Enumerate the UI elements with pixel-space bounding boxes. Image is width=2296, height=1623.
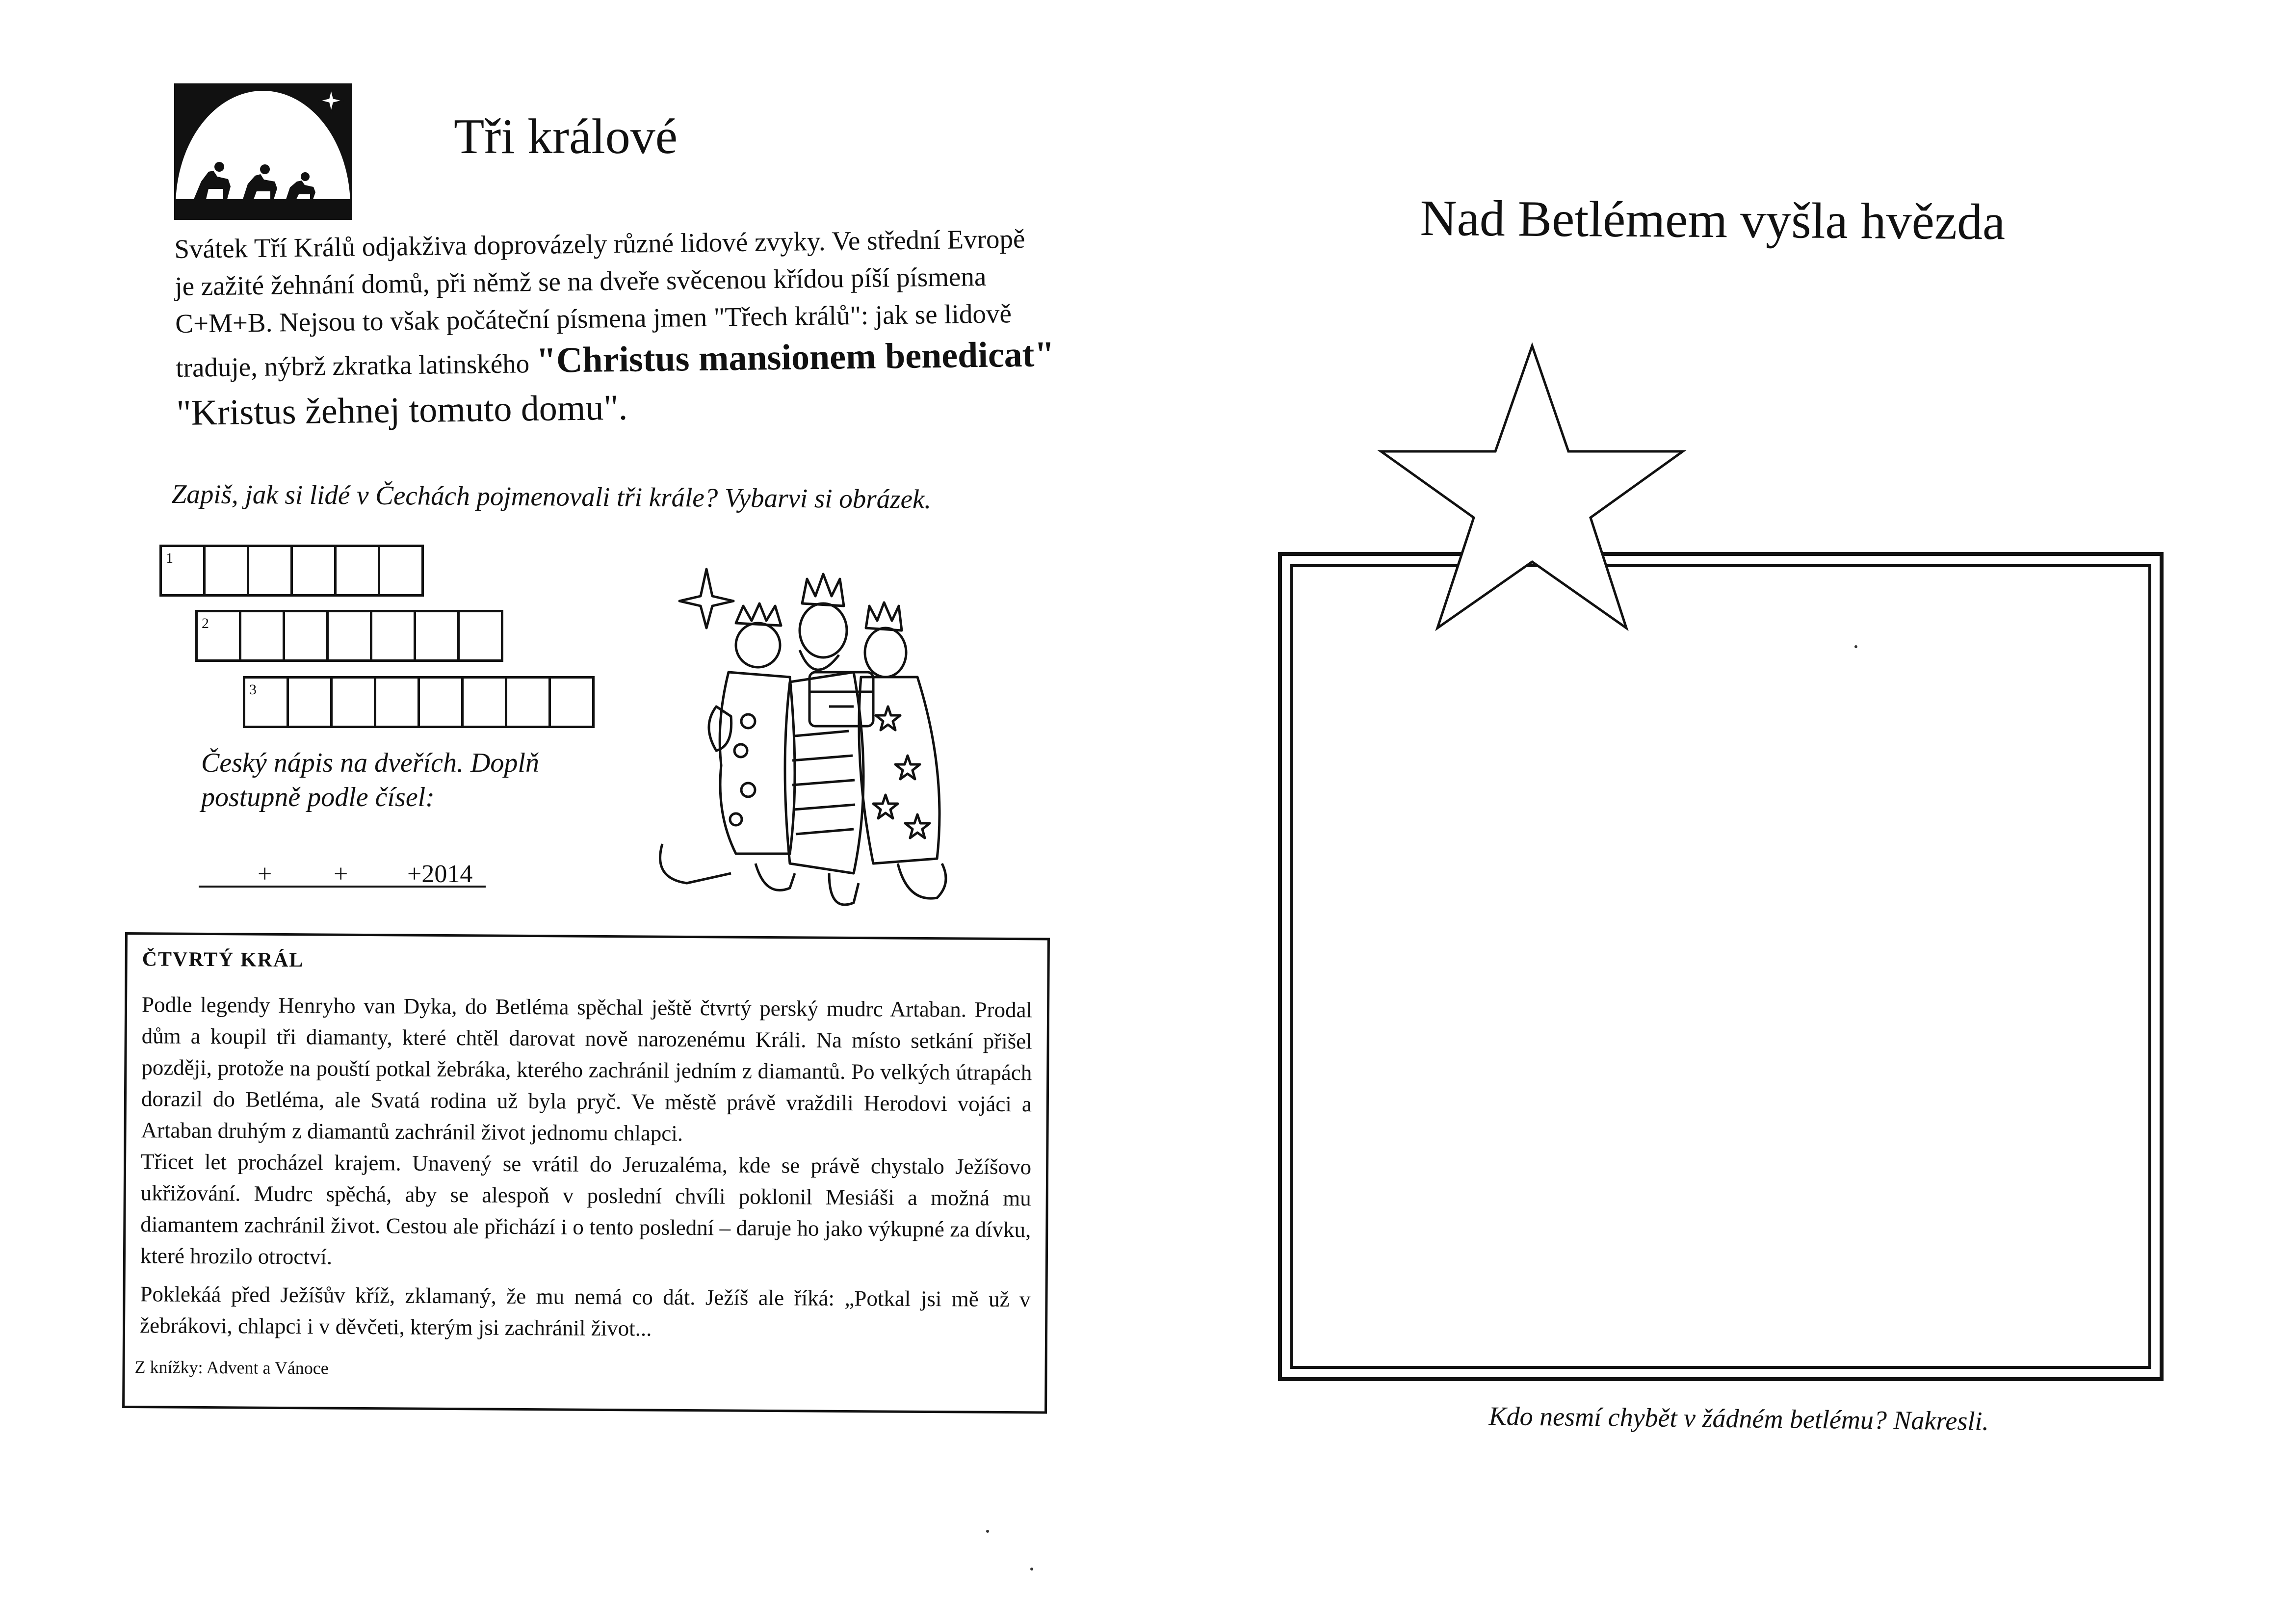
crossword-cell[interactable] (203, 545, 249, 597)
crossword-cell[interactable] (247, 545, 293, 597)
crossword-row-3 (245, 676, 595, 728)
crossword-cell[interactable] (414, 610, 460, 662)
fourth-king-story-box (122, 932, 1050, 1414)
crossword-cell[interactable] (159, 545, 206, 597)
crossword-cell[interactable] (283, 610, 329, 662)
right-page-title: Nad Betlémem vyšla hvězda (1420, 189, 2006, 251)
intro-paragraph (174, 220, 1055, 435)
three-kings-silhouette-logo (174, 83, 352, 220)
row-number: 2 (202, 615, 209, 631)
crossword-cell[interactable] (461, 676, 507, 728)
crossword-row-2 (198, 610, 503, 662)
crossword-instruction: Zapiš, jak si lidé v Čechách pojmenovali tři krále? Vybarvi si obrázek. (171, 479, 932, 514)
crossword-cell[interactable] (195, 610, 241, 662)
crossword-cell[interactable] (505, 676, 551, 728)
plus-sign: + (258, 860, 272, 888)
year-text: +2014 (407, 860, 473, 888)
crossword-cell[interactable] (239, 610, 285, 662)
plus-sign: + (334, 860, 348, 888)
intro-line-3: C+M+B. Nejsou to však počáteční písmena jmen "Třech králů": jak se lidově (175, 298, 1012, 339)
intro-line-2: je zažité žehnání domů, při němž se na dveře svěcenou křídou píší písmena (175, 261, 987, 301)
crossword-cell[interactable] (457, 610, 503, 662)
crossword-row-1 (162, 545, 424, 597)
crossword-cell[interactable] (326, 610, 372, 662)
intro-line-5: "Kristus žehnej tomuto domu". (176, 387, 628, 433)
story-source: Z knížky: Advent a Vánoce (134, 1357, 329, 1378)
crossword-cell[interactable] (378, 545, 424, 597)
row-number: 1 (166, 550, 173, 566)
crossword-cell[interactable] (374, 676, 420, 728)
crossword-cell[interactable] (334, 545, 380, 597)
door-inscription-instruction (201, 746, 539, 814)
star-outline-icon (1364, 334, 1697, 648)
drawing-area[interactable] (1290, 564, 2151, 1369)
story-paragraph-2: Třicet let procházel krajem. Unavený se vrátil do Jeruzaléma, kde se právě chystalo Ježíšovo ukřižování. Mudrc spěchá, aby se alespoň v poslední chvíli poklonil Mesiáši a možná mu diamantem zachránil život. Cestou ale přichází i o tento poslední – daruje ho jako výkupné za dívku, které hrozilo otroctví. (140, 1149, 1032, 1269)
crossword-cell[interactable] (370, 610, 416, 662)
scan-speck (986, 1530, 989, 1533)
scan-speck (1030, 1568, 1033, 1571)
crossword-cell[interactable] (548, 676, 595, 728)
row-number: 3 (249, 681, 257, 698)
crossword-cell[interactable] (417, 676, 464, 728)
drawing-instruction: Kdo nesmí chybět v žádném betlému? Nakresli. (1488, 1401, 1989, 1436)
door-inscription-blank[interactable] (199, 856, 486, 888)
left-page-title: Tři králové (454, 109, 678, 164)
crossword-cell[interactable] (243, 676, 289, 728)
story-paragraph-1: Podle legendy Henryho van Dyka, do Betléma spěchal ještě čtvrtý perský mudrc Artaban. Prodal dům a koupil tři diamanty, které chtěl darovat nově narozenému Králi. Na místo setkání přišel později, protože na pouští potkal žebráka, kterého zachránil jedním z diamantů. Po velkých útrapách dorazil do Betléma, ale Svatá rodina už byla pryč. Ve městě právě vraždili Herodovi vojáci a Artaban druhým z diamantů zachránil život jednomu chlapci. (141, 992, 1033, 1146)
crossword-cell[interactable] (287, 676, 333, 728)
latin-phrase: "Christus mansionem benedicat" (536, 334, 1055, 381)
door-instruction-line-1: Český nápis na dveřích. Doplň (201, 748, 539, 778)
intro-line-4-prefix: traduje, nýbrž zkratka latinského (176, 348, 537, 383)
story-heading: ČTVRTÝ KRÁL (142, 948, 304, 972)
intro-line-1: Svátek Tří Králů odjakživa doprovázely různé lidové zvyky. Ve střední Evropě (174, 223, 1025, 264)
scan-speck (1854, 645, 1857, 648)
crossword-cell[interactable] (330, 676, 376, 728)
crossword-cell[interactable] (290, 545, 337, 597)
story-paragraph-3: Poklekáá před Ježíšův kříž, zklamaný, že mu nemá co dát. Ježíš ale říká: „Potkal jsi mě už v žebrákovi, chlapci i v děvčeti, kterým jsi zachránil život... (139, 1282, 1031, 1341)
door-instruction-line-2: postupně podle čísel: (201, 782, 435, 812)
three-kings-coloring-illustration (643, 559, 976, 937)
